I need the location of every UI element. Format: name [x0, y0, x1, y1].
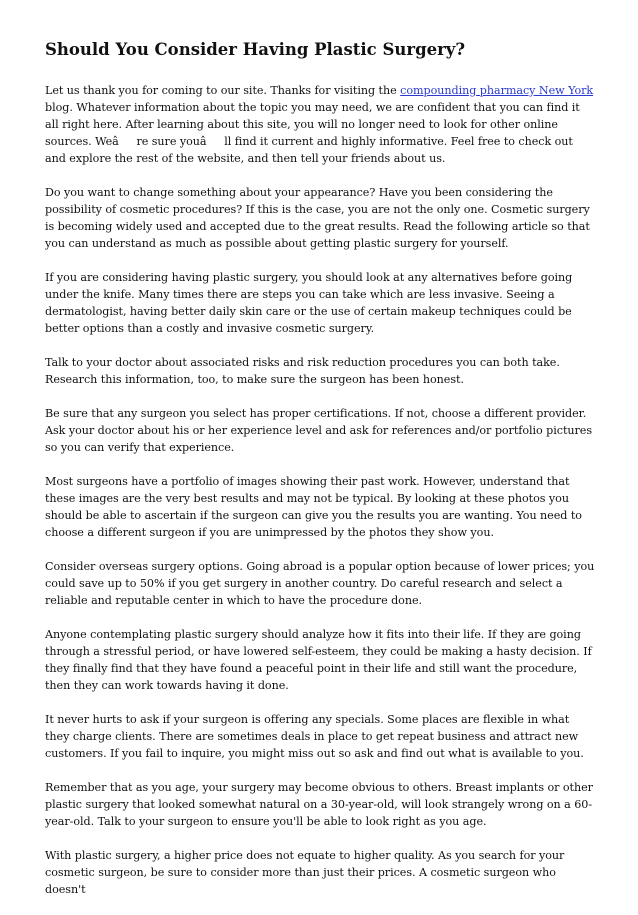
body-paragraph: Remember that as you age, your surgery may become obvious to others. Breast implants or other plastic surgery that looked somewhat natural on a 30-year-old, will look strangely wrong on a 60-year-old. Talk to your surgeon to ensure you'll be able to look right as you age. — [45, 780, 593, 828]
body-paragraph: Anyone contemplating plastic surgery should analyze how it fits into their life. If they are going through a stressful period, or have lowered self-esteem, they could be making a hasty decision. If they finally find that they have found a peaceful point in their life and still want the procedure, then they can work towards having it done. — [45, 627, 592, 692]
body-paragraph: Most surgeons have a portfolio of images showing their past work. However, understand that these images are the very best results and may not be typical. By looking at these photos you should be able to ascertain if the surgeon can give you the results you are wanting. You need to choose a different surgeon if you are unimpressed by the photos they show you. — [45, 474, 582, 539]
compounding-pharmacy-link[interactable]: compounding pharmacy New York — [400, 83, 594, 97]
intro-text-after-link: blog. Whatever information about the topic you may need, we are confident that you can find it all right here. After learning about this site, you will no longer need to look for other online sources. Weâre sure youâll find it current and highly informative. Feel free to check out and explore the rest of the website, and then tell your friends about us. — [45, 100, 580, 165]
body-paragraph: Talk to your doctor about associated risks and risk reduction procedures you can both take. Research this information, too, to make sure the surgeon has been honest. — [45, 355, 560, 386]
body-paragraph: Do you want to change something about your appearance? Have you been considering the possibility of cosmetic procedures? If this is the case, you are not the only one. Cosmetic surgery is becoming widely used and accepted due to the great results. Read the following article so that you can understand as much as possible about getting plastic surgery for yourself. — [45, 185, 590, 250]
body-paragraph: Be sure that any surgeon you select has proper certifications. If not, choose a different provider. Ask your doctor about his or her experience level and ask for references and/or portfolio pictures so you can verify that experience. — [45, 406, 592, 454]
body-paragraph: Consider overseas surgery options. Going abroad is a popular option because of lower prices; you could save up to 50% if you get surgery in another country. Do careful research and select a reliable and reputable center in which to have the procedure done. — [45, 559, 595, 607]
intro-paragraph — [45, 82, 595, 167]
body-paragraph: With plastic surgery, a higher price does not equate to higher quality. As you search for your cosmetic surgeon, be sure to consider more than just their prices. A cosmetic surgeon who doesn't — [45, 848, 565, 896]
intro-text-before-link: Let us thank you for coming to our site. Thanks for visiting the — [45, 83, 401, 97]
body-paragraph: It never hurts to ask if your surgeon is offering any specials. Some places are flexible in what they charge clients. There are sometimes deals in place to get repeat business and attract new customers. If you fail to inquire, you might miss out so ask and find out what is available to you. — [45, 712, 584, 760]
page-title: Should You Consider Having Plastic Surgery? — [45, 40, 466, 59]
body-paragraph: If you are considering having plastic surgery, you should look at any alternatives before going under the knife. Many times there are steps you can take which are less invasive. Seeing a dermatologist, having better daily skin care or the use of certain makeup techniques could be better options than a costly and invasive cosmetic surgery. — [45, 270, 573, 335]
document-page — [45, 40, 595, 915]
